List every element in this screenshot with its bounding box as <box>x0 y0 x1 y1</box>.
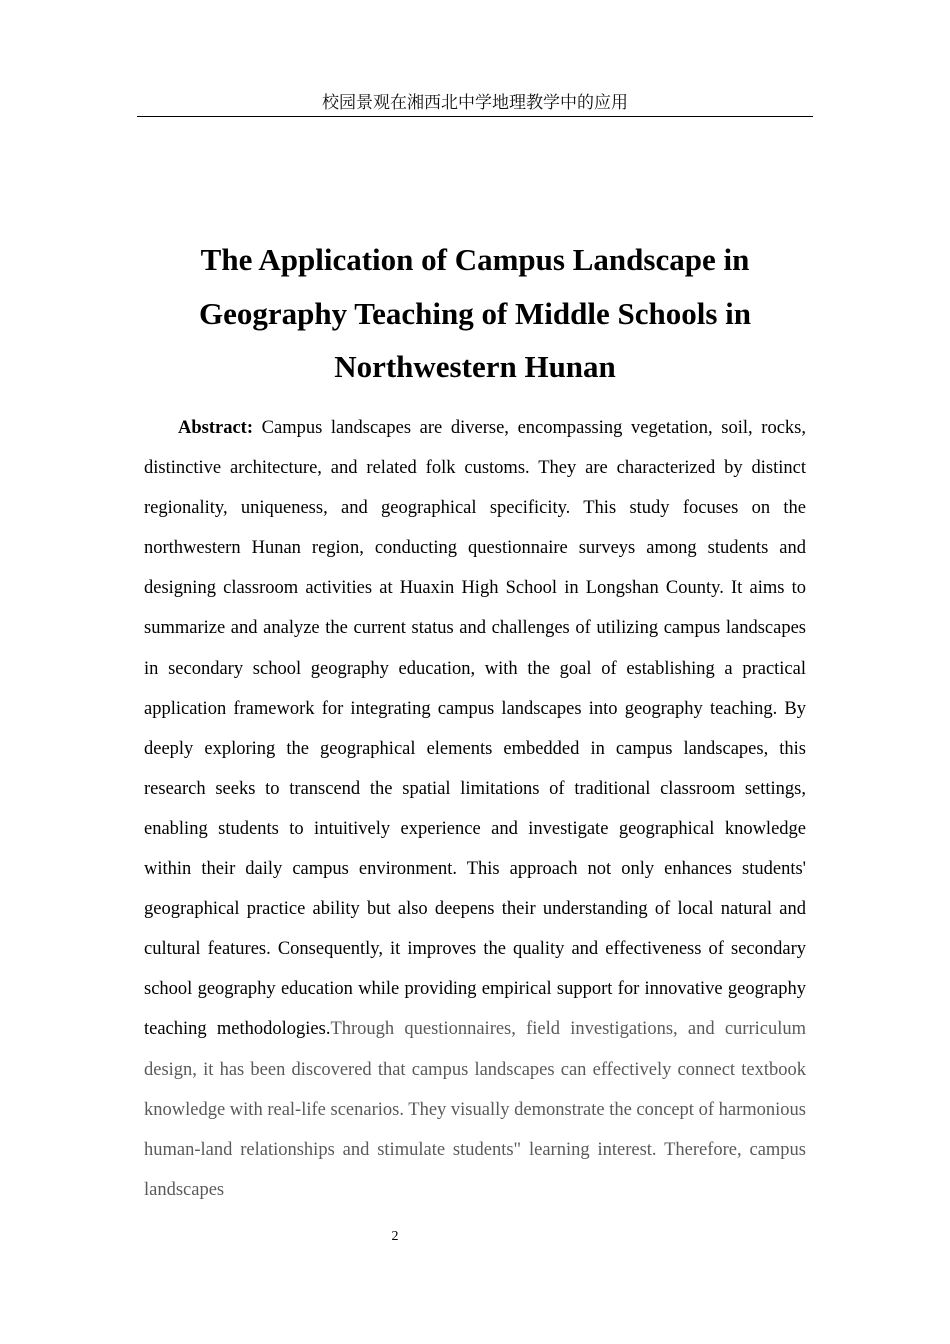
page-number: 2 <box>391 1229 399 1244</box>
abstract-text: Campus landscapes are diverse, encompassing vegetation, soil, rocks, distinctive architecture, and related folk customs. They are characterized by distinct regionality, uniqueness, and geographical specificity. This study focuses on the northwestern Hunan region, conducting questionnaire surveys among students and designing classroom activities at Huaxin High School in Longshan County. It aims to summarize and analyze the current status and challenges of utilizing campus landscapes in secondary school geography education, with the goal of establishing a practical application framework for integrating campus landscapes into geography teaching. By deeply exploring the geographical elements embedded in campus landscapes, this research seeks to transcend the spatial limitations of traditional classroom settings, enabling students to intuitively experience and investigate geographical knowledge within their daily campus environment. This approach not only enhances students' geographical practice ability but also deepens their understanding of local natural and cultural features. Consequently, it improves the quality and effectiveness of secondary school geography education while providing empirical support for innovative geography teaching methodologies. <box>144 418 806 1040</box>
abstract-text-continued: Through questionnaires, field investigations, and curriculum design, it has been discovered that campus landscapes can effectively connect textbook knowledge with real-life scenarios. They visually demonstrate the concept of harmonious human-land relationships and stimulate students" learning interest. Therefore, campus landscapes <box>144 1019 806 1200</box>
paper-title <box>144 233 806 394</box>
title-line-1: The Application of Campus Landscape in <box>200 242 750 277</box>
abstract-label: Abstract: <box>178 418 254 438</box>
running-header: 校园景观在湘西北中学地理教学中的应用 <box>137 92 813 117</box>
title-line-3: Northwestern Hunan <box>334 349 616 384</box>
title-line-2: Geography Teaching of Middle Schools in <box>198 295 752 331</box>
abstract-paragraph <box>144 408 806 1210</box>
